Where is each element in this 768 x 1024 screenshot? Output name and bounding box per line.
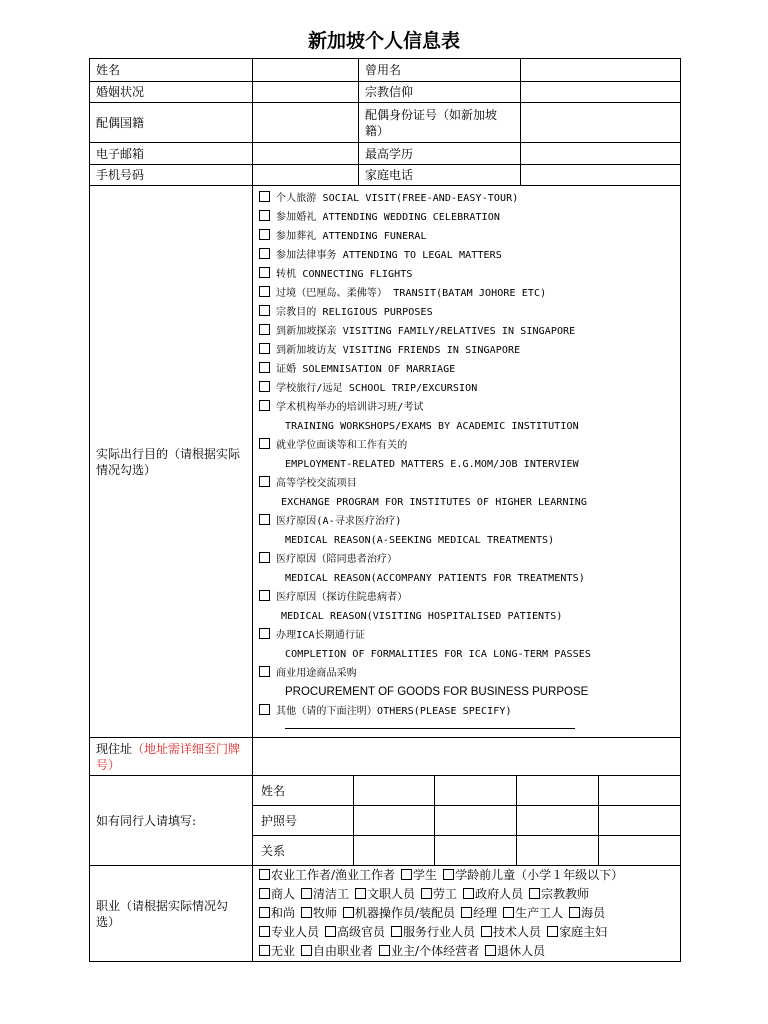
purpose-option-english (259, 492, 680, 511)
occupation-option-label: 劳工 (433, 887, 458, 901)
companion-relation-label: 关系 (253, 836, 353, 866)
purpose-options (253, 186, 681, 738)
checkbox-icon[interactable] (259, 210, 270, 221)
purpose-option-label: 过境（巴厘岛、柔佛等） TRANSIT(BATAM JOHORE ETC) (276, 288, 547, 299)
purpose-option-label: 学校旅行/远足 SCHOOL TRIP/EXCURSION (276, 383, 478, 394)
address-note: （地址需详细至门牌号） (96, 741, 241, 772)
occupation-option[interactable] (569, 906, 605, 920)
occupation-option-label: 高级官员 (337, 925, 386, 939)
education-field[interactable] (521, 143, 681, 165)
occupation-option-label: 业主/个体经营者 (391, 944, 480, 958)
purpose-option[interactable] (259, 207, 680, 226)
purpose-option[interactable] (259, 701, 680, 720)
checkbox-icon[interactable] (547, 926, 558, 937)
purpose-option-label: 医疗原因(A-寻求医疗治疗) (276, 516, 402, 527)
former-name-label: 曾用名 (359, 59, 521, 82)
companion-cell[interactable] (353, 806, 435, 836)
purpose-option-label: 到新加坡探亲 VISITING FAMILY/RELATIVES IN SINGAPORE (276, 326, 576, 337)
purpose-option-english-text: EMPLOYMENT-RELATED MATTERS E.G.MOM/JOB INTERVIEW (285, 459, 579, 470)
purpose-option-label: 办理ICA长期通行证 (276, 630, 366, 641)
occupation-option-label: 清洁工 (313, 887, 350, 901)
address-field[interactable] (253, 738, 681, 776)
checkbox-icon[interactable] (259, 305, 270, 316)
occupation-option[interactable] (325, 925, 385, 939)
occupation-option[interactable] (355, 887, 415, 901)
purpose-option-label: 学术机构举办的培训讲习班/考试 (276, 402, 424, 413)
checkbox-icon[interactable] (259, 476, 270, 487)
checkbox-icon[interactable] (301, 888, 312, 899)
purpose-option-english-text: TRAINING WORKSHOPS/EXAMS BY ACADEMIC INSTITUTION (285, 421, 579, 432)
companion-passport-label: 护照号 (253, 806, 353, 836)
checkbox-icon[interactable] (259, 248, 270, 259)
occupation-option-label: 自由职业者 (313, 944, 374, 958)
occupation-option-label: 无业 (271, 944, 296, 958)
checkbox-icon[interactable] (259, 324, 270, 335)
checkbox-icon[interactable] (401, 869, 412, 880)
others-specify-line[interactable] (285, 728, 575, 729)
purpose-option-label: 参加婚礼 ATTENDING WEDDING CELEBRATION (276, 212, 501, 223)
companion-cell[interactable] (435, 836, 517, 866)
purpose-option[interactable] (259, 473, 680, 492)
checkbox-icon[interactable] (259, 286, 270, 297)
occupation-option[interactable] (547, 925, 607, 939)
checkbox-icon[interactable] (259, 552, 270, 563)
address-label (90, 738, 253, 776)
occupation-option-label: 农业工作者/渔业工作者 (271, 868, 396, 882)
companion-cell[interactable] (517, 806, 599, 836)
education-label: 最高学历 (359, 143, 521, 165)
companion-cell[interactable] (353, 836, 435, 866)
checkbox-icon[interactable] (355, 888, 366, 899)
checkbox-icon[interactable] (343, 907, 354, 918)
purpose-option-label: 转机 CONNECTING FLIGHTS (276, 269, 413, 280)
occupation-option[interactable] (343, 906, 455, 920)
occupation-option-label: 政府人员 (475, 887, 524, 901)
occupation-option-label: 文职人员 (367, 887, 416, 901)
companion-cell[interactable] (598, 806, 680, 836)
occupation-label: 职业（请根据实际情况勾选） (90, 866, 253, 962)
checkbox-icon[interactable] (259, 666, 270, 677)
occupation-option[interactable] (391, 925, 475, 939)
checkbox-icon[interactable] (485, 945, 496, 956)
purpose-option-english (259, 530, 680, 549)
marital-field[interactable] (253, 82, 359, 103)
purpose-option[interactable] (259, 397, 680, 416)
occupation-option-label: 专业人员 (271, 925, 320, 939)
occupation-option-label: 宗教教师 (541, 887, 590, 901)
checkbox-icon[interactable] (259, 229, 270, 240)
companion-cell[interactable] (517, 836, 599, 866)
purpose-option[interactable] (259, 226, 680, 245)
purpose-label: 实际出行目的（请根据实际情况勾选） (90, 186, 253, 738)
companion-row (253, 836, 680, 866)
occupation-line (259, 885, 680, 904)
companion-cell[interactable] (435, 806, 517, 836)
purpose-option-english-text: MEDICAL REASON(VISITING HOSPITALISED PATIENTS) (281, 611, 563, 622)
purpose-option[interactable] (259, 283, 680, 302)
checkbox-icon[interactable] (301, 945, 312, 956)
companion-cell[interactable] (598, 836, 680, 866)
occupation-option[interactable] (481, 925, 541, 939)
checkbox-icon[interactable] (421, 888, 432, 899)
form-title: 新加坡个人信息表 (307, 30, 460, 52)
religion-label: 宗教信仰 (359, 82, 521, 103)
checkbox-icon[interactable] (391, 926, 402, 937)
companion-table (253, 776, 680, 865)
purpose-option-english (259, 454, 680, 473)
occupation-option[interactable] (259, 906, 295, 920)
spouse-nationality-field[interactable] (253, 103, 359, 143)
purpose-option-english-text: EXCHANGE PROGRAM FOR INSTITUTES OF HIGHER LEARNING (281, 497, 588, 508)
purpose-option[interactable] (259, 245, 680, 264)
purpose-option-english (259, 644, 680, 663)
checkbox-icon[interactable] (379, 945, 390, 956)
purpose-option[interactable] (259, 511, 680, 530)
checkbox-icon[interactable] (259, 438, 270, 449)
occupation-option[interactable] (461, 906, 497, 920)
spouse-id-field[interactable] (521, 103, 681, 143)
purpose-option[interactable] (259, 625, 680, 644)
checkbox-icon[interactable] (259, 267, 270, 278)
checkbox-icon[interactable] (259, 343, 270, 354)
occupation-option-label: 机器操作员/装配员 (355, 906, 456, 920)
companion-cell[interactable] (353, 776, 435, 806)
former-name-field[interactable] (521, 59, 681, 82)
occupation-option[interactable] (463, 887, 523, 901)
purpose-option[interactable] (259, 188, 680, 207)
checkbox-icon[interactable] (259, 704, 270, 715)
checkbox-icon[interactable] (325, 926, 336, 937)
occupation-option-label: 商人 (271, 887, 296, 901)
companion-label: 如有同行人请填写: (90, 776, 253, 866)
checkbox-icon[interactable] (443, 869, 454, 880)
name-field[interactable] (253, 59, 359, 82)
checkbox-icon[interactable] (259, 191, 270, 202)
purpose-option-label: 参加法律事务 ATTENDING TO LEGAL MATTERS (276, 250, 502, 261)
occupation-option-label: 海员 (581, 906, 606, 920)
purpose-option-english-text: PROCUREMENT OF GOODS FOR BUSINESS PURPOSE (285, 686, 589, 698)
occupation-option-label: 学龄前儿童（小学１年级以下） (455, 868, 624, 882)
checkbox-icon[interactable] (301, 907, 312, 918)
occupation-option-label: 生产工人 (515, 906, 564, 920)
purpose-option-label: 就业学位面谈等和工作有关的 (276, 440, 408, 451)
purpose-option-english (259, 416, 680, 435)
occupation-option[interactable] (301, 906, 337, 920)
occupation-options (253, 866, 681, 962)
checkbox-icon[interactable] (259, 381, 270, 392)
purpose-option-label: 医疗原因（陪同患者治疗） (276, 554, 398, 565)
checkbox-icon[interactable] (503, 907, 514, 918)
purpose-option[interactable] (259, 264, 680, 283)
occupation-option[interactable] (259, 868, 395, 882)
companion-cell[interactable] (435, 776, 517, 806)
occupation-line (259, 904, 680, 923)
occupation-option[interactable] (503, 906, 563, 920)
occupation-option[interactable] (379, 944, 479, 958)
purpose-option[interactable] (259, 549, 680, 568)
occupation-option[interactable] (259, 944, 295, 958)
checkbox-icon[interactable] (259, 869, 270, 880)
checkbox-icon[interactable] (259, 907, 270, 918)
checkbox-icon[interactable] (259, 888, 270, 899)
occupation-option-label: 经理 (473, 906, 498, 920)
mobile-label: 手机号码 (90, 165, 253, 186)
companion-name-label: 姓名 (253, 776, 353, 806)
name-label: 姓名 (90, 59, 253, 82)
home-phone-label: 家庭电话 (359, 165, 521, 186)
religion-field[interactable] (521, 82, 681, 103)
occupation-option-label: 家庭主妇 (559, 925, 608, 939)
purpose-option-label: 参加葬礼 ATTENDING FUNERAL (276, 231, 427, 242)
purpose-option[interactable] (259, 302, 680, 321)
occupation-option-label: 和尚 (271, 906, 296, 920)
purpose-option[interactable] (259, 663, 680, 682)
occupation-option[interactable] (485, 944, 545, 958)
purpose-option-label: 到新加坡访友 VISITING FRIENDS IN SINGAPORE (276, 345, 521, 356)
companion-cell[interactable] (517, 776, 599, 806)
spouse-nationality-label: 配偶国籍 (90, 103, 253, 143)
purpose-option-english (259, 606, 680, 625)
purpose-option[interactable] (259, 321, 680, 340)
occupation-option-label: 牧师 (313, 906, 338, 920)
companion-cell[interactable] (598, 776, 680, 806)
checkbox-icon[interactable] (463, 888, 474, 899)
checkbox-icon[interactable] (259, 590, 270, 601)
email-field[interactable] (253, 143, 359, 165)
email-label: 电子邮箱 (90, 143, 253, 165)
checkbox-icon[interactable] (569, 907, 580, 918)
occupation-line (259, 923, 680, 942)
occupation-option[interactable] (443, 868, 623, 882)
companion-section (253, 776, 681, 866)
purpose-option-english (259, 568, 680, 587)
personal-info-table (89, 58, 681, 962)
occupation-option-label: 服务行业人员 (403, 925, 476, 939)
occupation-option[interactable] (259, 887, 295, 901)
checkbox-icon[interactable] (529, 888, 540, 899)
spouse-id-label: 配偶身份证号（如新加坡籍） (359, 103, 521, 143)
occupation-option[interactable] (301, 944, 373, 958)
checkbox-icon[interactable] (259, 400, 270, 411)
checkbox-icon[interactable] (259, 628, 270, 639)
occupation-line (259, 942, 680, 961)
purpose-option-label: 宗教目的 RELIGIOUS PURPOSES (276, 307, 433, 318)
purpose-option-label: 证婚 SOLEMNISATION OF MARRIAGE (276, 364, 456, 375)
occupation-option-label: 学生 (413, 868, 438, 882)
checkbox-icon[interactable] (259, 945, 270, 956)
purpose-option-label: 高等学校交流项目 (276, 478, 357, 489)
checkbox-icon[interactable] (481, 926, 492, 937)
purpose-option-english (259, 682, 680, 701)
purpose-option-english-text: MEDICAL REASON(A-SEEKING MEDICAL TREATMENTS) (285, 535, 555, 546)
purpose-option-label: 医疗原因（探访住院患病者） (276, 592, 408, 603)
purpose-option[interactable] (259, 587, 680, 606)
purpose-option-label: 商业用途商品采购 (276, 668, 357, 679)
home-phone-field[interactable] (521, 165, 681, 186)
occupation-option[interactable] (259, 925, 319, 939)
mobile-field[interactable] (253, 165, 359, 186)
purpose-option-english-text: MEDICAL REASON(ACCOMPANY PATIENTS FOR TREATMENTS) (285, 573, 585, 584)
occupation-option-label: 退休人员 (497, 944, 546, 958)
checkbox-icon[interactable] (461, 907, 472, 918)
purpose-option[interactable] (259, 340, 680, 359)
marital-label: 婚姻状况 (90, 82, 253, 103)
occupation-option[interactable] (401, 868, 437, 882)
occupation-option[interactable] (421, 887, 457, 901)
purpose-option-label: 个人旅游 SOCIAL VISIT(FREE-AND-EASY-TOUR) (276, 193, 519, 204)
occupation-option-label: 技术人员 (493, 925, 542, 939)
occupation-option[interactable] (529, 887, 589, 901)
checkbox-icon[interactable] (259, 362, 270, 373)
companion-row (253, 806, 680, 836)
purpose-option-label: 其他（请的下面注明）OTHERS(PLEASE SPECIFY) (276, 706, 512, 717)
occupation-option[interactable] (301, 887, 349, 901)
purpose-option-english-text: COMPLETION OF FORMALITIES FOR ICA LONG-TERM PASSES (285, 649, 592, 660)
purpose-option[interactable] (259, 359, 680, 378)
companion-row (253, 776, 680, 806)
address-label-text: 现住址 (96, 741, 133, 756)
checkbox-icon[interactable] (259, 514, 270, 525)
occupation-line (259, 866, 680, 885)
purpose-option[interactable] (259, 378, 680, 397)
purpose-option[interactable] (259, 435, 680, 454)
checkbox-icon[interactable] (259, 926, 270, 937)
